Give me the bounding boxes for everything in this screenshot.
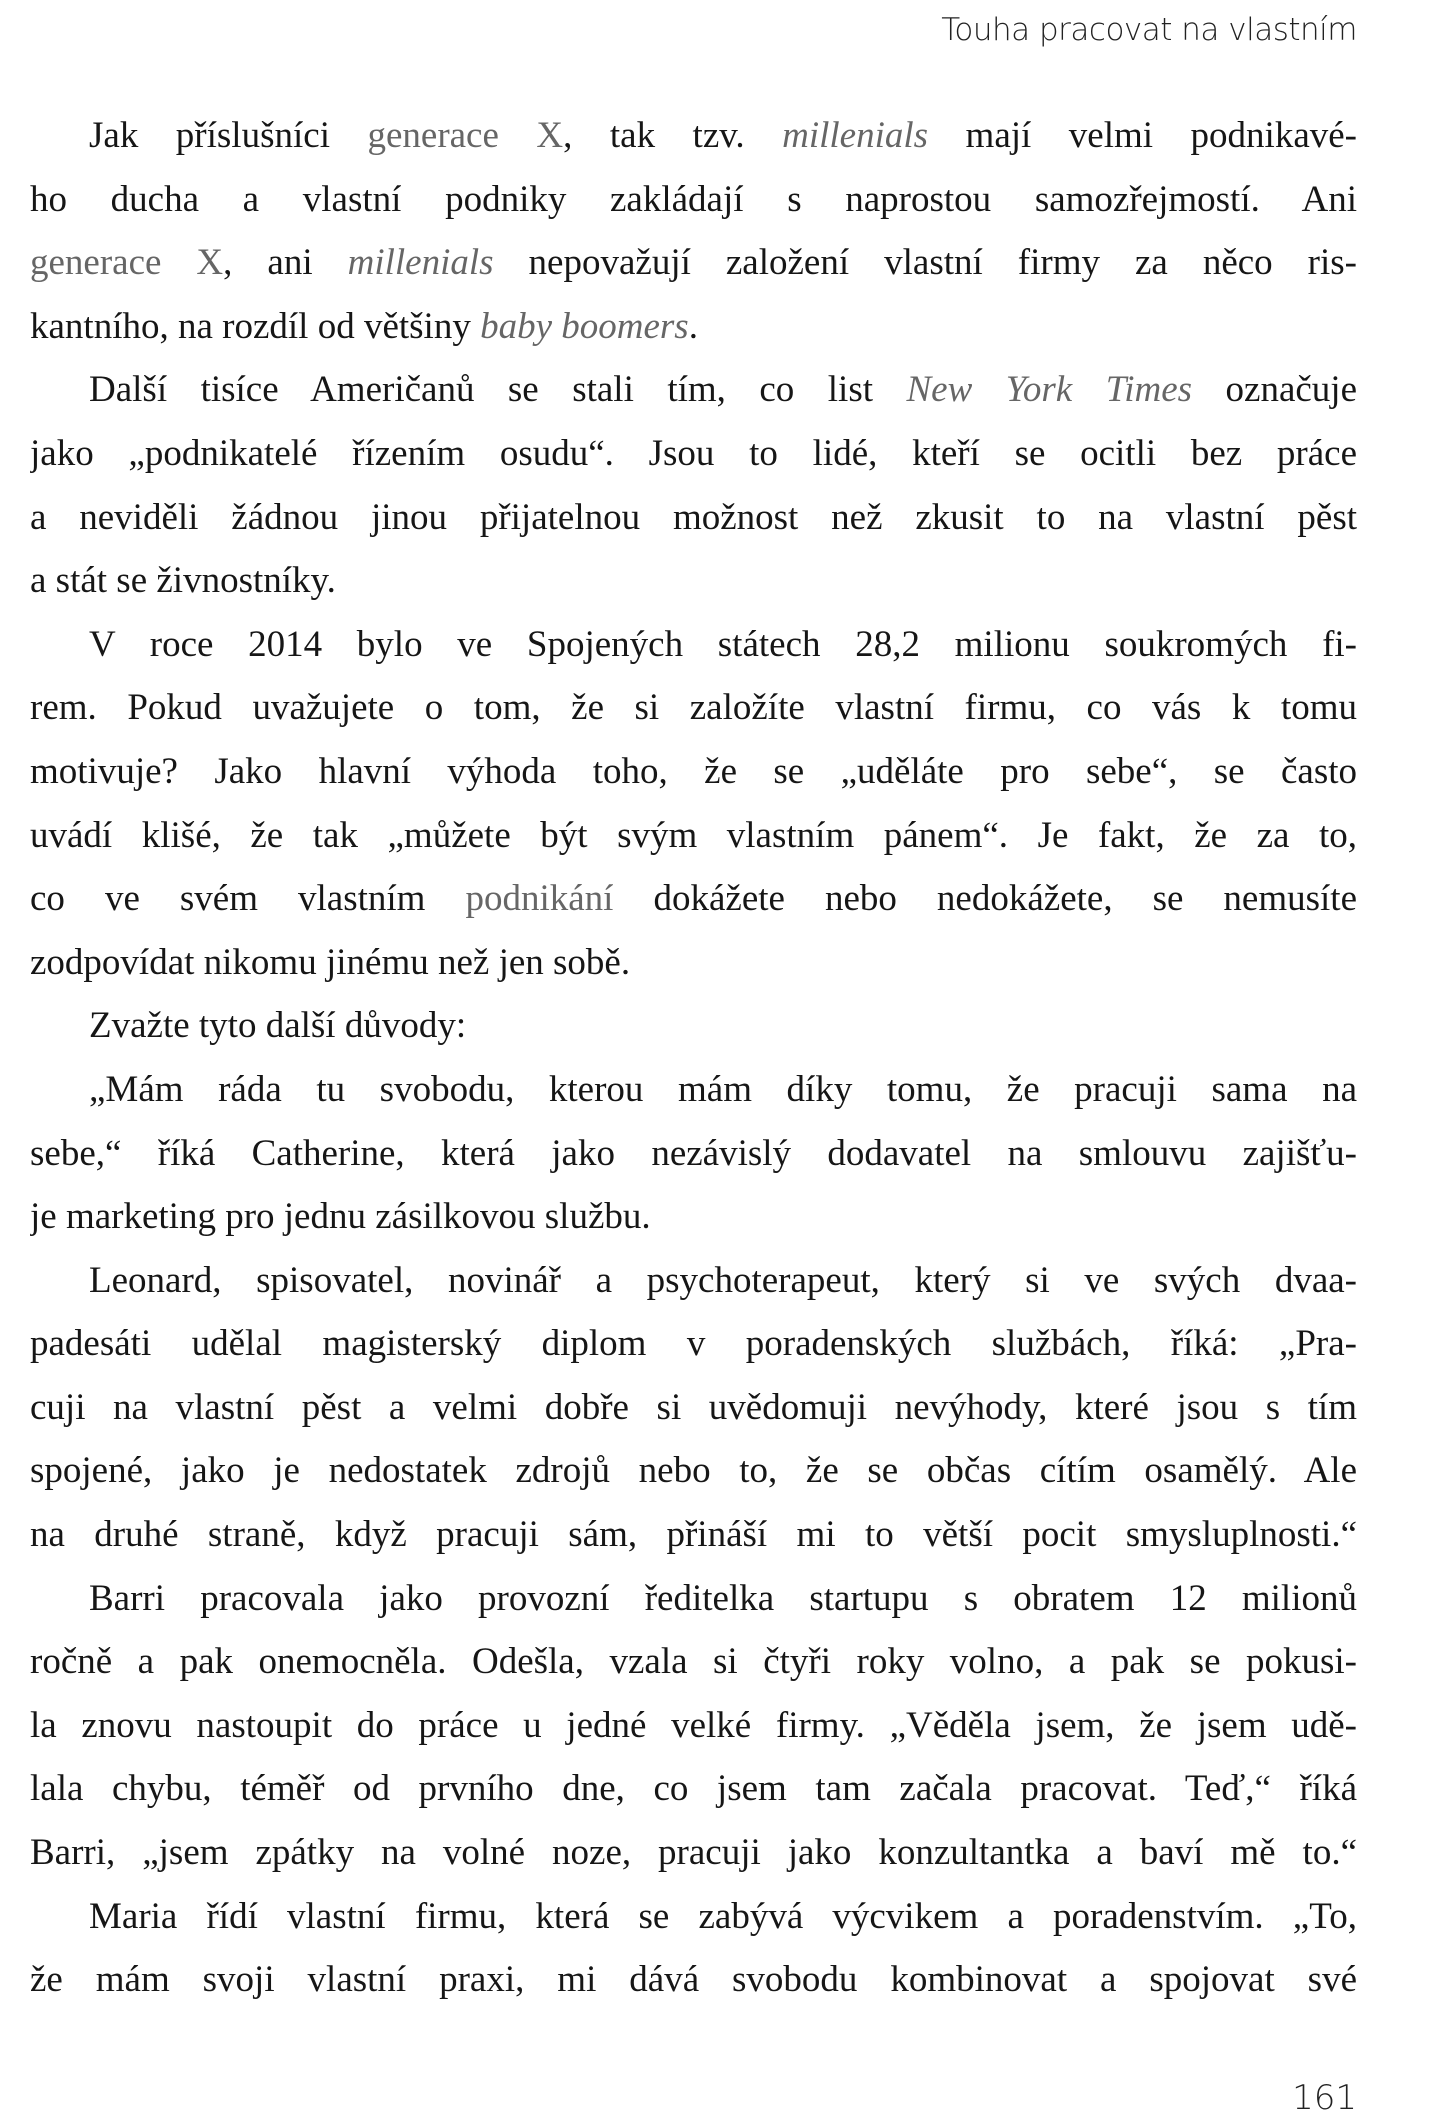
text-run: , tak tzv. xyxy=(563,115,783,156)
text-run: dokážete nebo nedokážete, se nemusíte xyxy=(613,878,1357,920)
text-run: ročně a pak onemocněla. Odešla, vzala si čtyři roky volno, a pak se pokusi- xyxy=(30,1641,1357,1683)
text-run: Jak příslušníci xyxy=(89,115,368,156)
paragraph xyxy=(30,1058,1357,1249)
text-line xyxy=(30,1821,1357,1885)
text-run: je marketing pro jednu zásilkovou službu. xyxy=(30,1196,651,1238)
text-run: , ani xyxy=(223,242,348,284)
text-run: lala chybu, téměř od prvního dne, co jsem tam začala pracovat. Teď,“ říká xyxy=(30,1768,1357,1810)
text-line xyxy=(30,231,1357,295)
running-header: Touha pracovat na vlastním xyxy=(941,12,1357,48)
text-line xyxy=(30,1885,1357,1949)
page-number: 161 xyxy=(1292,2078,1357,2118)
text-line xyxy=(30,867,1357,931)
text-line xyxy=(30,1439,1357,1503)
text-run: označuje xyxy=(1192,369,1357,411)
text-line xyxy=(30,549,1357,613)
text-run: . xyxy=(688,305,698,347)
text-run: Barri pracovala jako provozní ředitelka startupu s obratem 12 milionů xyxy=(89,1577,1357,1619)
text-run: V roce 2014 bylo ve Spojených státech 28,2 milionu soukromých fi- xyxy=(89,623,1357,665)
text-line xyxy=(30,358,1357,422)
text-line xyxy=(30,1122,1357,1186)
text-line xyxy=(30,104,1357,168)
text-line xyxy=(30,740,1357,804)
paragraph xyxy=(30,613,1357,995)
text-run: a stát se živnostníky. xyxy=(30,560,336,602)
body-text xyxy=(30,104,1357,2012)
text-run: nepovažují založení vlastní firmy za něco ris- xyxy=(493,242,1357,284)
text-line xyxy=(30,804,1357,868)
text-run: Zvažte tyto další důvody: xyxy=(89,1005,467,1047)
text-line xyxy=(30,613,1357,677)
text-line xyxy=(30,994,1357,1058)
italic-term: baby boomers xyxy=(480,305,689,347)
text-run: padesáti udělal magisterský diplom v poradenských službách, říká: „Pra- xyxy=(30,1323,1357,1365)
text-run: Maria řídí vlastní firmu, která se zabývá výcvikem a poradenstvím. „To, xyxy=(89,1895,1357,1937)
text-line xyxy=(30,1376,1357,1440)
text-line xyxy=(30,1757,1357,1821)
text-run: jako „podnikatelé řízením osudu“. Jsou to lidé, kteří se ocitli bez práce xyxy=(30,432,1357,474)
text-run: „Mám ráda tu svobodu, kterou mám díky tomu, že pracuji sama na xyxy=(89,1068,1357,1110)
text-run: na druhé straně, když pracuji sám, přináší mi to větší pocit smysluplnosti.“ xyxy=(30,1514,1357,1556)
text-run: mají velmi podnikavé- xyxy=(928,115,1357,156)
text-line xyxy=(30,1185,1357,1249)
text-line xyxy=(30,295,1357,359)
paragraph xyxy=(30,1567,1357,1885)
highlighted-term: generace X xyxy=(367,115,564,156)
text-run: a neviděli žádnou jinou přijatelnou možnost než zkusit to na vlastní pěst xyxy=(30,496,1357,538)
text-run: motivuje? Jako hlavní výhoda toho, že se „uděláte pro sebe“, se často xyxy=(30,750,1357,792)
text-line xyxy=(30,1058,1357,1122)
text-run: ho ducha a vlastní podniky zakládají s naprostou samozřejmostí. Ani xyxy=(30,178,1357,220)
text-line xyxy=(30,1948,1357,2012)
italic-term: millenials xyxy=(782,115,929,156)
highlighted-term: podnikání xyxy=(465,878,614,920)
text-line xyxy=(30,931,1357,995)
text-run: cuji na vlastní pěst a velmi dobře si uvědomuji nevýhody, které jsou s tím xyxy=(30,1386,1357,1428)
text-line xyxy=(30,1503,1357,1567)
paragraph xyxy=(30,994,1357,1058)
italic-term: New York Times xyxy=(906,369,1193,411)
text-line xyxy=(30,1249,1357,1313)
italic-term: millenials xyxy=(347,242,494,284)
text-run: uvádí klišé, že tak „můžete být svým vlastním pánem“. Je fakt, že za to, xyxy=(30,814,1357,856)
text-line xyxy=(30,1567,1357,1631)
paragraph xyxy=(30,1249,1357,1567)
text-run: zodpovídat nikomu jinému než jen sobě. xyxy=(30,941,631,983)
paragraph xyxy=(30,1885,1357,2012)
text-line xyxy=(30,676,1357,740)
text-run: rem. Pokud uvažujete o tom, že si založíte vlastní firmu, co vás k tomu xyxy=(30,687,1357,729)
text-run: Barri, „jsem zpátky na volné noze, pracuji jako konzultantka a baví mě to.“ xyxy=(30,1832,1357,1874)
text-run: la znovu nastoupit do práce u jedné velké firmy. „Věděla jsem, že jsem udě- xyxy=(30,1704,1357,1746)
text-run: Další tisíce Američanů se stali tím, co list xyxy=(89,369,907,411)
text-line xyxy=(30,1694,1357,1758)
text-run: kantního, na rozdíl od většiny xyxy=(30,305,481,347)
text-line xyxy=(30,486,1357,550)
text-run: co ve svém vlastním xyxy=(30,878,466,920)
text-run: sebe,“ říká Catherine, která jako nezávislý dodavatel na smlouvu zajišťu- xyxy=(30,1132,1357,1174)
text-run: Leonard, spisovatel, novinář a psychoterapeut, který si ve svých dvaa- xyxy=(89,1259,1357,1301)
text-run: že mám svoji vlastní praxi, mi dává svobodu kombinovat a spojovat své xyxy=(30,1959,1357,2001)
text-line xyxy=(30,168,1357,232)
highlighted-term: generace X xyxy=(30,242,224,284)
text-line xyxy=(30,1312,1357,1376)
text-run: spojené, jako je nedostatek zdrojů nebo to, že se občas cítím osamělý. Ale xyxy=(30,1450,1357,1492)
text-line xyxy=(30,1630,1357,1694)
text-line xyxy=(30,422,1357,486)
paragraph xyxy=(30,104,1357,358)
paragraph xyxy=(30,358,1357,612)
